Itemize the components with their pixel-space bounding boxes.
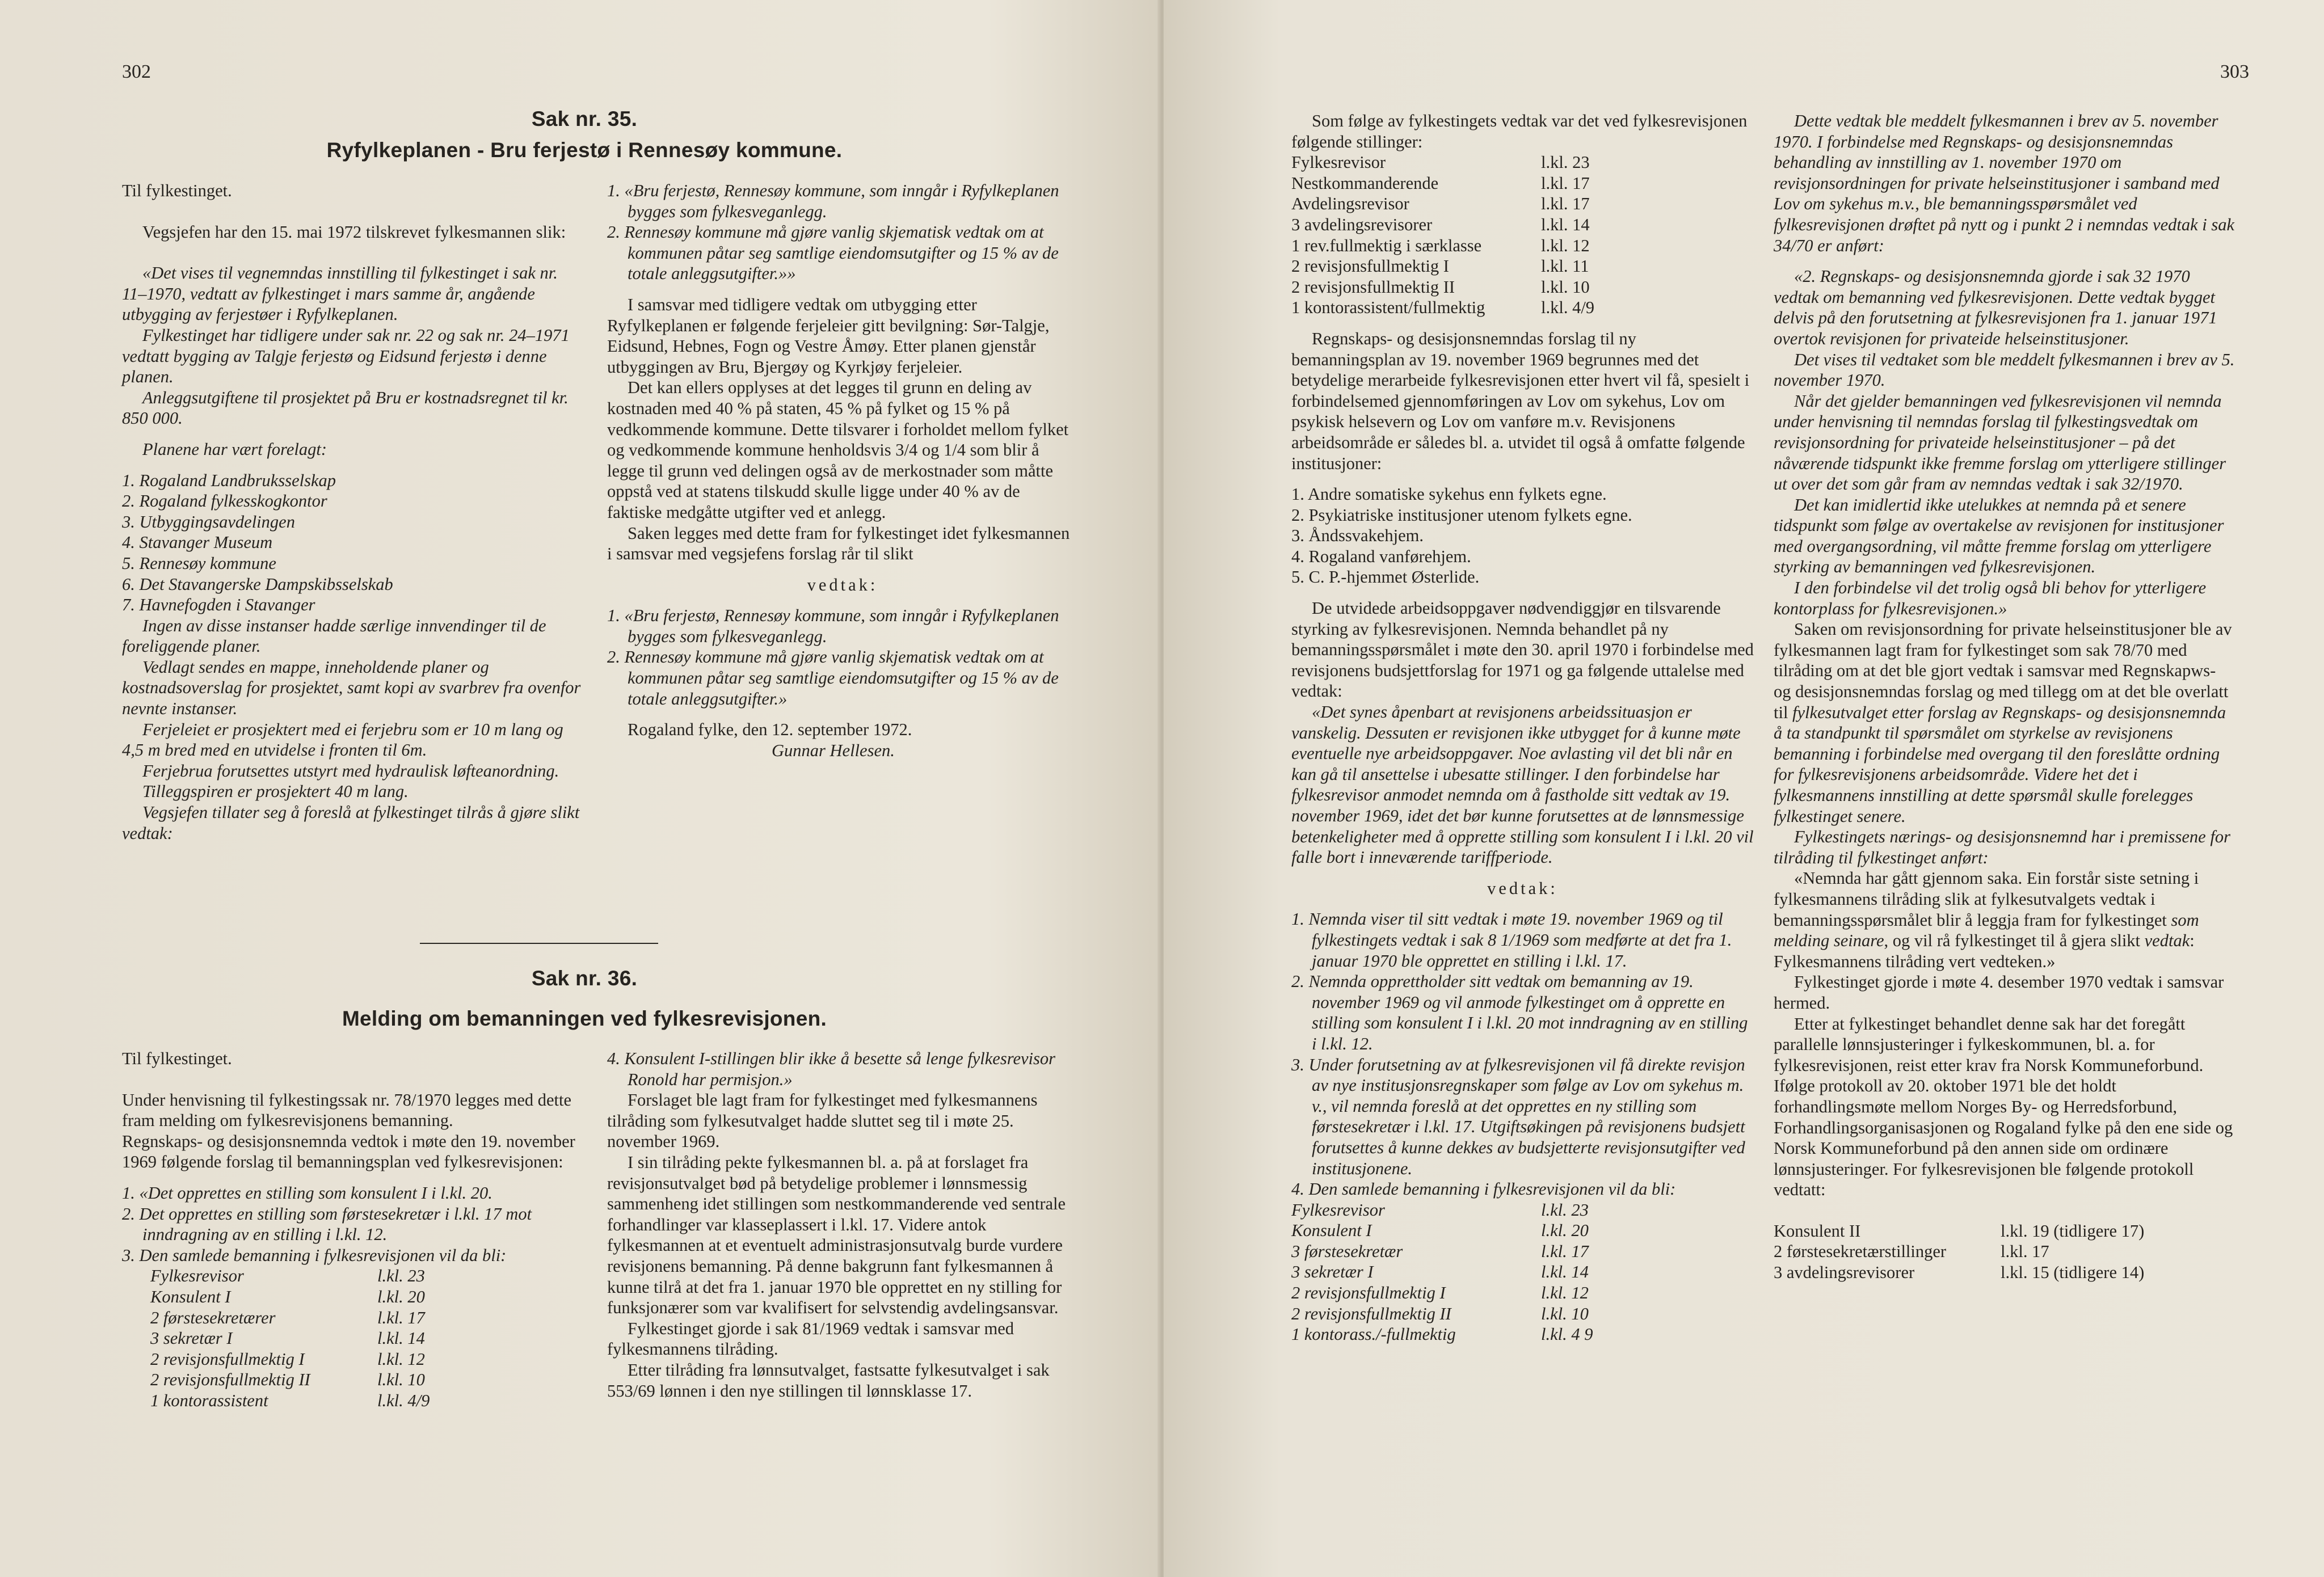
paragraph: Som følge av fylkestingets vedtak var det ved fylkesrevisjonen følgende stillinger:	[1291, 111, 1748, 151]
role-cell: 2 revisjonsfullmektig I	[1291, 256, 1449, 276]
paragraph	[1774, 868, 2236, 972]
role-cell: Fylkesrevisor	[1291, 1200, 1385, 1220]
quote-paragraph: «2. Regnskaps- og desisjonsnemnda gjorde i sak 32 1970 vedtak om bemanning ved fylkesrevisjonen. Dette vedtak bygget delvis på den forutsetning at fylkesrevisjonen fra 1. januar 1971 overtok revisjonen for privateide helseinstitusjoner.	[1774, 267, 2217, 348]
staffing-table	[1291, 1200, 1593, 1345]
quote-paragraph: Anleggsutgiftene til prosjektet på Bru er kostnadsregnet til kr. 850 000.	[122, 387, 569, 428]
salary-class-cell: l.kl. 14	[1541, 214, 1590, 234]
role-cell: 2 revisjonsfullmektig I	[1291, 1283, 1446, 1303]
resolution-item: 1. «Bru ferjestø, Rennesøy kommune, som inngår i Ryfylkeplanen bygges som fylkesveganlegg.	[607, 181, 1059, 221]
table-row	[1291, 1241, 1593, 1262]
paragraph: I samsvar med tidligere vedtak om utbygging etter Ryfylkeplanen er følgende ferjeleier gitt bevilgning: Sør-Talgje, Eidsund, Hebnes, Fogn og Vestre Åmøy. Etter planen gjenstår utbyggingen av Bru, Bjergøy og Kyrkjøy ferjeleier.	[607, 294, 1050, 377]
paragraph: Etter at fylkestinget behandlet denne sak har det foregått parallelle lønnsjusteringer i fylkeskommunen, bl. a. for fylkesrevisjonen, reist etter krav fra Norsk Kommuneforbund. Ifølge protokoll av 20. oktober 1971 ble det holdt forhandlingsmøte mellom Norges By- og Herredsforbund, Forhandlingsorganisasjonen og Rogaland fylke på den ene side og Norsk Kommuneforbund på den annen side om ordinære lønnsjusteringer. For fylkesrevisjonen ble følgende protokoll vedtatt:	[1774, 1014, 2233, 1200]
staffing-table	[1291, 152, 1594, 318]
salary-class-cell: l.kl. 17	[377, 1308, 425, 1327]
quote-paragraph: «Det vises til vegnemndas innstilling til fylkestinget i sak nr. 11–1970, vedtatt av fylkestinget i mars samme år, angående utbygging av ferjestøer i Ryfylkeplanen.	[122, 263, 558, 324]
resolution-item: 4. Den samlede bemanning i fylkesrevisjonen vil da bli:	[1291, 1179, 1676, 1199]
signature-place-date: Rogaland fylke, den 12. september 1972.	[628, 720, 912, 740]
salary-class-cell: l.kl. 10	[1541, 277, 1590, 297]
table-row	[1291, 1324, 1593, 1345]
list-item: 2. Rogaland fylkesskogkontor	[122, 491, 327, 511]
table-row	[1291, 173, 1594, 194]
role-cell: 2 revisjonsfullmektig II	[150, 1370, 310, 1390]
table-row	[1291, 297, 1594, 318]
case-35-number: Sak nr. 35.	[531, 107, 638, 130]
salary-class-cell: l.kl. 12	[1541, 235, 1590, 255]
list-item: 5. Rennesøy kommune	[122, 553, 276, 573]
quote-paragraph: Det vises til vedtaket som ble meddelt fylkesmannen i brev av 5. november 1970.	[1774, 349, 2235, 390]
list-item: 4. Stavanger Museum	[122, 533, 273, 553]
role-cell: 3 sekretær I	[1291, 1262, 1374, 1282]
role-cell: Konsulent II	[1774, 1221, 1861, 1241]
salary-class-cell: l.kl. 23	[1541, 1200, 1589, 1220]
page-number: 302	[122, 61, 151, 82]
role-cell: 2 førstesekretærer	[150, 1308, 276, 1327]
role-cell: Konsulent I	[150, 1287, 231, 1306]
table-row	[150, 1349, 430, 1370]
paragraph: Saken legges med dette fram for fylkestinget idet fylkesmannen i samsvar med vegsjefens forslag rår til slikt	[607, 523, 1070, 564]
table-row	[1291, 152, 1594, 173]
paragraph: Det kan ellers opplyses at det legges til grunn en deling av kostnaden med 40 % på staten, 45 % på fylket og 15 % på vedkommende kommune. Dette tilsvarer i forholdet mellom fylket og vedkommende kommune henholdsvis 3/4 og 1/4 som blir å legge til grunn ved delingen også av de merkostnader som måtte oppstå ved at statens tilskudd skulle ligge under 40 % av de faktiske medgåtte utgifter ved et anlegg.	[607, 378, 1069, 522]
vedtak-heading: vedtak:	[1487, 878, 1558, 898]
table-row	[150, 1266, 430, 1287]
quote-paragraph: Fylkestingets nærings- og desisjonsnemnd har i premissene for tilråding til fylkestinget anført:	[1774, 827, 2230, 867]
salary-class-cell: l.kl. 14	[377, 1329, 425, 1348]
case-36-number: Sak nr. 36.	[531, 967, 638, 990]
salary-class-cell: l.kl. 17	[1541, 194, 1590, 214]
salary-class-cell: l.kl. 14	[1541, 1262, 1589, 1282]
table-row	[1291, 1220, 1593, 1241]
paragraph: Etter tilråding fra lønnsutvalget, fastsatte fylkesutvalget i sak 553/69 lønnen i den nye stillingen til lønnsklasse 17.	[607, 1360, 1050, 1401]
quote-paragraph: Når det gjelder bemanningen ved fylkesrevisjonen vil nemnda under henvisning til nemndas forslag til fylkestingsvedtak om revisjonsordning for privateide helseinstitusjoner – på det nåværende tidspunkt ikke fremme forslag om ytterligere stillinger ut over det som går fram av nemndas vedtak i sak 32/1970.	[1774, 391, 2226, 494]
table-row	[1291, 1304, 1593, 1325]
list-item: 2. Psykiatriske institusjoner utenom fylkets egne.	[1291, 505, 1632, 525]
list-item: 1. Andre somatiske sykehus enn fylkets egne.	[1291, 484, 1607, 504]
role-cell: 1 rev.fullmektig i særklasse	[1291, 235, 1482, 255]
quote-paragraph: Tilleggspiren er prosjektert 40 m lang.	[142, 782, 409, 802]
left-page	[0, 0, 1160, 1577]
role-cell: 3 avdelingsrevisorer	[1291, 214, 1433, 234]
role-cell: 3 avdelingsrevisorer	[1774, 1263, 1915, 1283]
paragraph: I sin tilråding pekte fylkesmannen bl. a. på at forslaget fra revisjonsutvalget bød på betydelige problemer i lønnsmessig sammenheng idet stillingen som nestkommanderende ved sentrale forhandlinger var klasseplassert i l.kl. 17. Videre antok fylkesmannen at et eventuelt administrasjonsutvalg burde vurdere revisjonens bemanning. På denne bakgrunn fant fylkesmannen å kunne tilrå at det fra 1. januar 1970 ble opprettet en ny stilling for funksjonærer som var kvalifisert for selvstendig avdelingsansvar.	[607, 1152, 1066, 1318]
role-cell: 2 revisjonsfullmektig I	[150, 1349, 305, 1369]
staffing-table	[150, 1266, 430, 1411]
role-cell: 1 kontorassistent	[150, 1390, 268, 1410]
list-item: 5. C. P.-hjemmet Østerlide.	[1291, 567, 1480, 587]
case-36-title: Melding om bemanningen ved fylkesrevisjonen.	[342, 1007, 827, 1030]
salary-class-cell: l.kl. 4 9	[1541, 1325, 1593, 1344]
table-row	[1291, 214, 1594, 235]
paragraph: Fylkestinget gjorde i sak 81/1969 vedtak i samsvar med fylkesmannens tilråding.	[607, 1318, 1014, 1359]
salary-class-cell: l.kl. 15 (tidligere 14)	[2001, 1263, 2145, 1283]
paragraph-text: Saken om revisjonsordning for private helseinstitusjoner ble av fylkesmannen lagt fram for fylkestinget som sak 78/70 med tilråding om at det ble gjort vedtak i samsvar med Regnskapws- og desisjonsnemndas forslag og med tillegg om at det ble overlatt til	[1774, 619, 2232, 722]
paragraph: Fylkestinget gjorde i møte 4. desember 1970 vedtak i samsvar hermed.	[1774, 972, 2224, 1013]
salary-class-cell: l.kl. 23	[377, 1266, 425, 1286]
quote-paragraph: Det kan imidlertid ikke utelukkes at nemnda på et senere tidspunkt som følge av overtakelse av revisjonen for institusjoner med overgangsordning, vil måtte fremme forslag om ytterligere styrking av bemanningen ved fylkesrevisjonen.	[1774, 495, 2224, 577]
case-36-column-2	[607, 1048, 1078, 1401]
protocol-table	[1774, 1221, 2144, 1283]
role-cell: 3 sekretær I	[150, 1329, 233, 1348]
resolution-item: 1. «Bru ferjestø, Rennesøy kommune, som inngår i Ryfylkeplanen bygges som fylkesveganlegg.	[607, 606, 1059, 646]
salary-class-cell: l.kl. 12	[1541, 1283, 1589, 1303]
proposal-item: 3. Den samlede bemanning i fylkesrevisjonen vil da bli:	[122, 1245, 507, 1265]
role-cell: Nestkommanderende	[1291, 173, 1439, 193]
salary-class-cell: l.kl. 12	[377, 1349, 425, 1369]
right-page	[1164, 0, 2324, 1577]
salary-class-cell: l.kl. 4/9	[377, 1390, 430, 1410]
list-item: 4. Rogaland vanførehjem.	[1291, 546, 1471, 566]
list-item: 7. Havnefogden i Stavanger	[122, 595, 315, 615]
quote-paragraph: Ingen av disse instanser hadde særlige innvendinger til de foreliggende planer.	[122, 615, 546, 656]
quote-paragraph: «Det synes åpenbart at revisjonens arbeidssituasjon er vanskelig. Dessuten er revisjonen ikke utbygget for å kunne møte eventuelle nye arbeidsoppgaver. Noe avlasting vil det bli når en kan gå til ansettelse i ubesatte stillinger. I den forbindelse har fylkesrevisor anmodet nemnda om å fastholde sitt vedtak av 19. november 1969, idet det bør kunne forutsettes at de lønnsmessige betenkeligheter med å opprette stilling som konsulent I i l.kl. 20 vil falle bort i inneværende tariffperiode.	[1291, 702, 1754, 867]
role-cell: 2 førstesekretærstillinger	[1774, 1242, 1947, 1262]
proposal-item: 4. Konsulent I-stillingen blir ikke å besette så lenge fylkesrevisor Ronold har permisjon.»	[607, 1049, 1055, 1089]
quote-paragraph: Vedlagt sendes en mappe, inneholdende planer og kostnadsoverslag for prosjektet, samt kopi av svarbrev fra ovenfor nevnte instanser.	[122, 657, 581, 719]
italic-text: vedtak	[2144, 931, 2190, 951]
salary-class-cell: l.kl. 23	[1541, 153, 1590, 172]
table-row	[1774, 1262, 2144, 1283]
role-cell: 3 førstesekretær	[1291, 1241, 1403, 1261]
paragraph: Regnskaps- og desisjonsnemndas forslag til ny bemanningsplan av 19. november 1969 begrunnes med det betydelige merarbeide fylkesrevisjonen etter hvert vil få, spesielt i forbindelsemed gjennomføringen av Lov om sykehus, Lov om psykisk helsevern og Lov om vanføre m.v. Revisjonens arbeidsområde er således bl. a. utvidet til også å omfatte følgende institusjoner:	[1291, 328, 1750, 473]
role-cell: Konsulent I	[1291, 1221, 1372, 1241]
proposal-item: 2. Det opprettes en stilling som førstesekretær i l.kl. 17 mot inndragning av en stilling i l.kl. 12.	[122, 1204, 532, 1245]
paragraph	[1774, 619, 2236, 827]
salary-class-cell: l.kl. 10	[377, 1370, 425, 1390]
case-35-column-2	[607, 180, 1078, 761]
salary-class-cell: l.kl. 10	[1541, 1304, 1589, 1323]
resolution-item: 3. Under forutsetning av at fylkesrevisjonen vil få direkte revisjon av nye institusjonsregnskaper som følge av Lov om sykehus m. v., vil nemnda foreslå at det opprettes en ny stilling som førstesekretær i l.kl. 17. Utgiftsøkingen på revisjonens budsjett forutsettes å kunne dekkes av budsjetterte revisjonsutgifter ved institusjonene.	[1291, 1055, 1745, 1178]
role-cell: Fylkesrevisor	[150, 1266, 244, 1286]
salary-class-cell: l.kl. 11	[1541, 256, 1589, 276]
table-row	[1774, 1241, 2144, 1262]
italic-text: som melding seinare	[1774, 910, 2199, 951]
case-36-column-1	[122, 1048, 582, 1411]
italic-text: fylkesutvalget etter forslag av Regnskaps- og desisjonsnemnda å ta standpunkt til spørsmålet om styrkelse av revisjonens bemanning i forbindelse med overgang til den foreslåtte ordning for fylkesrevisjonens arbeidsområde. Videre het det i fylkesmannens innstilling at dette spørsmål skulle forelegges fylkestinget senere.	[1774, 702, 2226, 826]
signature-name: Gunnar Hellesen.	[772, 740, 895, 760]
table-row	[150, 1369, 430, 1390]
role-cell: 2 revisjonsfullmektig II	[1291, 1304, 1451, 1323]
table-row	[1774, 1221, 2144, 1242]
paragraph-text: , og vil rå fylkestinget til å gjera slikt	[1884, 931, 2145, 951]
role-cell: 1 kontorass./-fullmektig	[1291, 1325, 1456, 1344]
salary-class-cell: l.kl. 17	[2001, 1242, 2049, 1262]
quote-paragraph: Planene har vært forelagt:	[142, 439, 327, 459]
list-item: 3. Åndssvakehjem.	[1291, 526, 1424, 546]
paragraph: Under henvisning til fylkestingssak nr. 78/1970 legges med dette fram melding om fylkesrevisjonens bemanning.	[122, 1090, 572, 1131]
salary-class-cell: l.kl. 20	[1541, 1221, 1589, 1241]
table-row	[1291, 1283, 1593, 1304]
role-cell: 1 kontorassistent/fullmektig	[1291, 298, 1485, 318]
table-row	[1291, 193, 1594, 214]
salary-class-cell: l.kl. 17	[1541, 173, 1590, 193]
quote-paragraph: Vegsjefen tillater seg å foreslå at fylkestinget tilrås å gjøre slikt vedtak:	[122, 803, 580, 843]
paragraph: De utvidede arbeidsoppgaver nødvendiggjør en tilsvarende styrking av fylkesrevisjonen. Nemnda behandlet på ny bemanningsspørsmålet i møte den 30. april 1970 i forbindelse med revisjonens budsjettforslag for 1971 og ga følgende uttalelse med vedtak:	[1291, 598, 1754, 701]
table-row	[1291, 256, 1594, 277]
table-row	[150, 1390, 430, 1411]
addressee: Til fylkestinget.	[122, 1049, 232, 1068]
paragraph: Regnskaps- og desisjonsnemnda vedtok i møte den 19. november 1969 følgende forslag til bemanningsplan ved fylkesrevisjonen:	[122, 1131, 575, 1172]
salary-class-cell: l.kl. 20	[377, 1287, 425, 1306]
list-item: 1. Rogaland Landbruksselskap	[122, 470, 336, 490]
role-cell: Fylkesrevisor	[1291, 153, 1386, 172]
table-row	[1291, 277, 1594, 298]
section-divider	[420, 943, 658, 944]
page-number: 303	[2220, 61, 2249, 82]
right-column-2	[1774, 111, 2236, 1283]
quote-paragraph: Ferjebrua forutsettes utstyrt med hydraulisk løfteanordning.	[142, 761, 559, 781]
list-item: 3. Utbyggingsavdelingen	[122, 512, 295, 532]
table-row	[150, 1287, 430, 1308]
resolution-item: 1. Nemnda viser til sitt vedtak i møte 19. november 1969 og til fylkestingets vedtak i sak 8 1/1969 som medførte at det fra 1. januar 1970 ble opprettet en stilling i l.kl. 17.	[1291, 909, 1732, 971]
paragraph: Vegsjefen har den 15. mai 1972 tilskrevet fylkesmannen slik:	[142, 222, 566, 242]
table-row	[1291, 235, 1594, 256]
quote-paragraph: I den forbindelse vil det trolig også bli behov for ytterligere kontorplass for fylkesrevisjonen.»	[1774, 578, 2207, 618]
table-row	[150, 1328, 430, 1349]
resolution-item: 2. Nemnda opprettholder sitt vedtak om bemanning av 19. november 1969 og vil anmode fylkestinget om å opprette en stilling som konsulent I i l.kl. 20 mot inndragning av en stilling i l.kl. 12.	[1291, 972, 1748, 1053]
resolution-item: 2. Rennesøy kommune må gjøre vanlig skjematisk vedtak om at kommunen påtar seg samtlige eiendomsutgifter og 15 % av de totale anleggsutgifter.»»	[607, 222, 1059, 284]
table-row	[150, 1308, 430, 1329]
paragraph-text: : Fylkesmannens tilråding vert vedteken.»	[1774, 931, 2195, 971]
quote-paragraph: Ferjeleiet er prosjektert med ei ferjebru som er 10 m lang og 4,5 m bred med en utvidelse i fronten til 6m.	[122, 719, 563, 760]
salary-class-cell: l.kl. 4/9	[1541, 298, 1595, 318]
list-item: 6. Det Stavangerske Dampskibsselskab	[122, 574, 393, 594]
table-row	[1291, 1200, 1593, 1221]
case-35-title: Ryfylkeplanen - Bru ferjestø i Rennesøy kommune.	[326, 138, 843, 162]
role-cell: Avdelingsrevisor	[1291, 194, 1409, 214]
quote-paragraph: Dette vedtak ble meddelt fylkesmannen i brev av 5. november 1970. I forbindelse med Regnskaps- og desisjonsnemndas behandling av innstilling av 1. november 1970 om revisjonsordningen for private helseinstitusjoner i samband med Lov om sykehus m.v., ble bemanningsspørsmålet ved fylkesrevisjonen drøftet på nytt og i punkt 2 i nemndas vedtak i sak 34/70 er anført:	[1774, 111, 2235, 255]
role-cell: 2 revisjonsfullmektig II	[1291, 277, 1455, 297]
quote-paragraph: Fylkestinget har tidligere under sak nr. 22 og sak nr. 24–1971 vedtatt bygging av Talgje ferjestø og Eidsund ferjestø i denne planen.	[122, 325, 570, 387]
table-row	[1291, 1262, 1593, 1283]
paragraph: Forslaget ble lagt fram for fylkestinget med fylkesmannens tilråding som fylkesutvalget hadde sluttet seg til i møte 25. november 1969.	[607, 1090, 1038, 1152]
proposal-item: 1. «Det opprettes en stilling som konsulent I i l.kl. 20.	[122, 1183, 492, 1203]
case-35-column-1	[122, 180, 582, 844]
salary-class-cell: l.kl. 17	[1541, 1241, 1589, 1261]
salary-class-cell: l.kl. 19 (tidligere 17)	[2001, 1221, 2145, 1241]
paragraph-text: «Nemnda har gått gjennom saka. Ein forstår siste setning i fylkesmannens tilråding slik at fylkesutvalgets vedtak i bemanningsspørsmålet blir å leggja fram for fylkestinget	[1774, 868, 2199, 930]
vedtak-heading: vedtak:	[807, 575, 878, 594]
right-column-1	[1291, 111, 1754, 1345]
resolution-item: 2. Rennesøy kommune må gjøre vanlig skjematisk vedtak om at kommunen påtar seg samtlige eiendomsutgifter og 15 % av de totale anleggsutgifter.»	[607, 647, 1059, 709]
addressee: Til fylkestinget.	[122, 181, 232, 200]
